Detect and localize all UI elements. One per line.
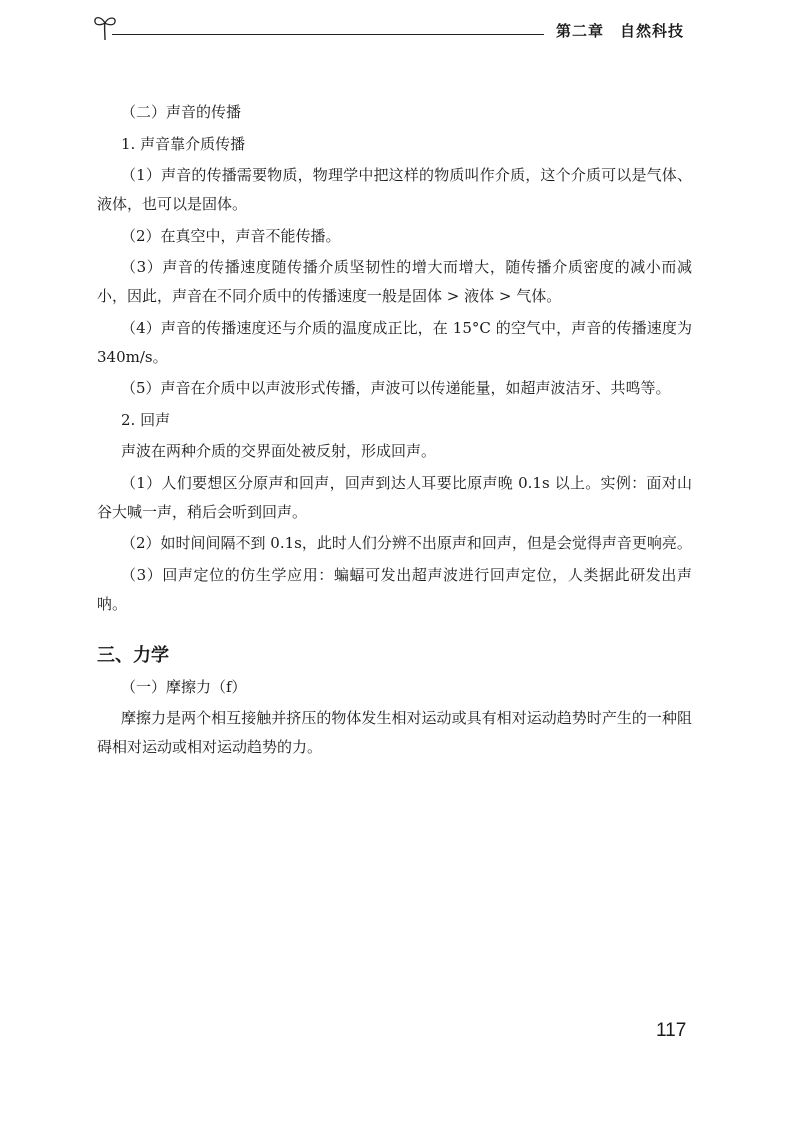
paragraph: （1）声音的传播需要物质，物理学中把这样的物质叫作介质，这个介质可以是气体、液体，也可以是固体。 bbox=[97, 166, 692, 213]
paragraph: （4）声音的传播速度还与介质的温度成正比，在 15°C 的空气中，声音的传播速度为 340m/s。 bbox=[97, 318, 692, 366]
subsection-heading: （一）摩擦力（f） bbox=[121, 677, 247, 696]
item-heading: 2. 回声 bbox=[121, 410, 171, 429]
paragraph: （1）人们要想区分原声和回声，回声到达人耳要比原声晚 0.1s 以上。实例：面对山谷大喊一声，稍后会听到回声。 bbox=[97, 473, 692, 521]
page-number: 117 bbox=[656, 1020, 687, 1041]
paragraph: 声波在两种介质的交界面处被反射，形成回声。 bbox=[121, 442, 437, 460]
subsection-heading: （二）声音的传播 bbox=[121, 103, 242, 121]
paragraph: （5）声音在介质中以声波形式传播，声波可以传递能量，如超声波洁牙、共鸣等。 bbox=[121, 379, 671, 397]
paragraph: （3）回声定位的仿生学应用：蝙蝠可发出超声波进行回声定位，人类据此研发出声呐。 bbox=[97, 565, 692, 613]
section-heading: 三、力学 bbox=[97, 644, 169, 666]
paragraph: （2）在真空中，声音不能传播。 bbox=[121, 226, 341, 245]
paragraph: （2）如时间间隔不到 0.1s，此时人们分辨不出原声和回声，但是会觉得声音更响亮。 bbox=[121, 534, 692, 552]
header-rule bbox=[112, 34, 544, 35]
page-header bbox=[0, 0, 800, 60]
chapter-title: 第二章 自然科技 bbox=[556, 22, 685, 40]
item-heading: 1. 声音靠介质传播 bbox=[121, 134, 246, 153]
sprout-icon bbox=[92, 12, 118, 42]
paragraph: 摩擦力是两个相互接触并挤压的物体发生相对运动或具有相对运动趋势时产生的一种阻碍相对运动或相对运动趋势的力。 bbox=[97, 709, 692, 756]
paragraph: （3）声音的传播速度随传播介质坚韧性的增大而增大，随传播介质密度的减小而减小，因此，声音在不同介质中的传播速度一般是固体 > 液体 > 气体。 bbox=[97, 258, 692, 305]
page-body bbox=[97, 98, 692, 765]
